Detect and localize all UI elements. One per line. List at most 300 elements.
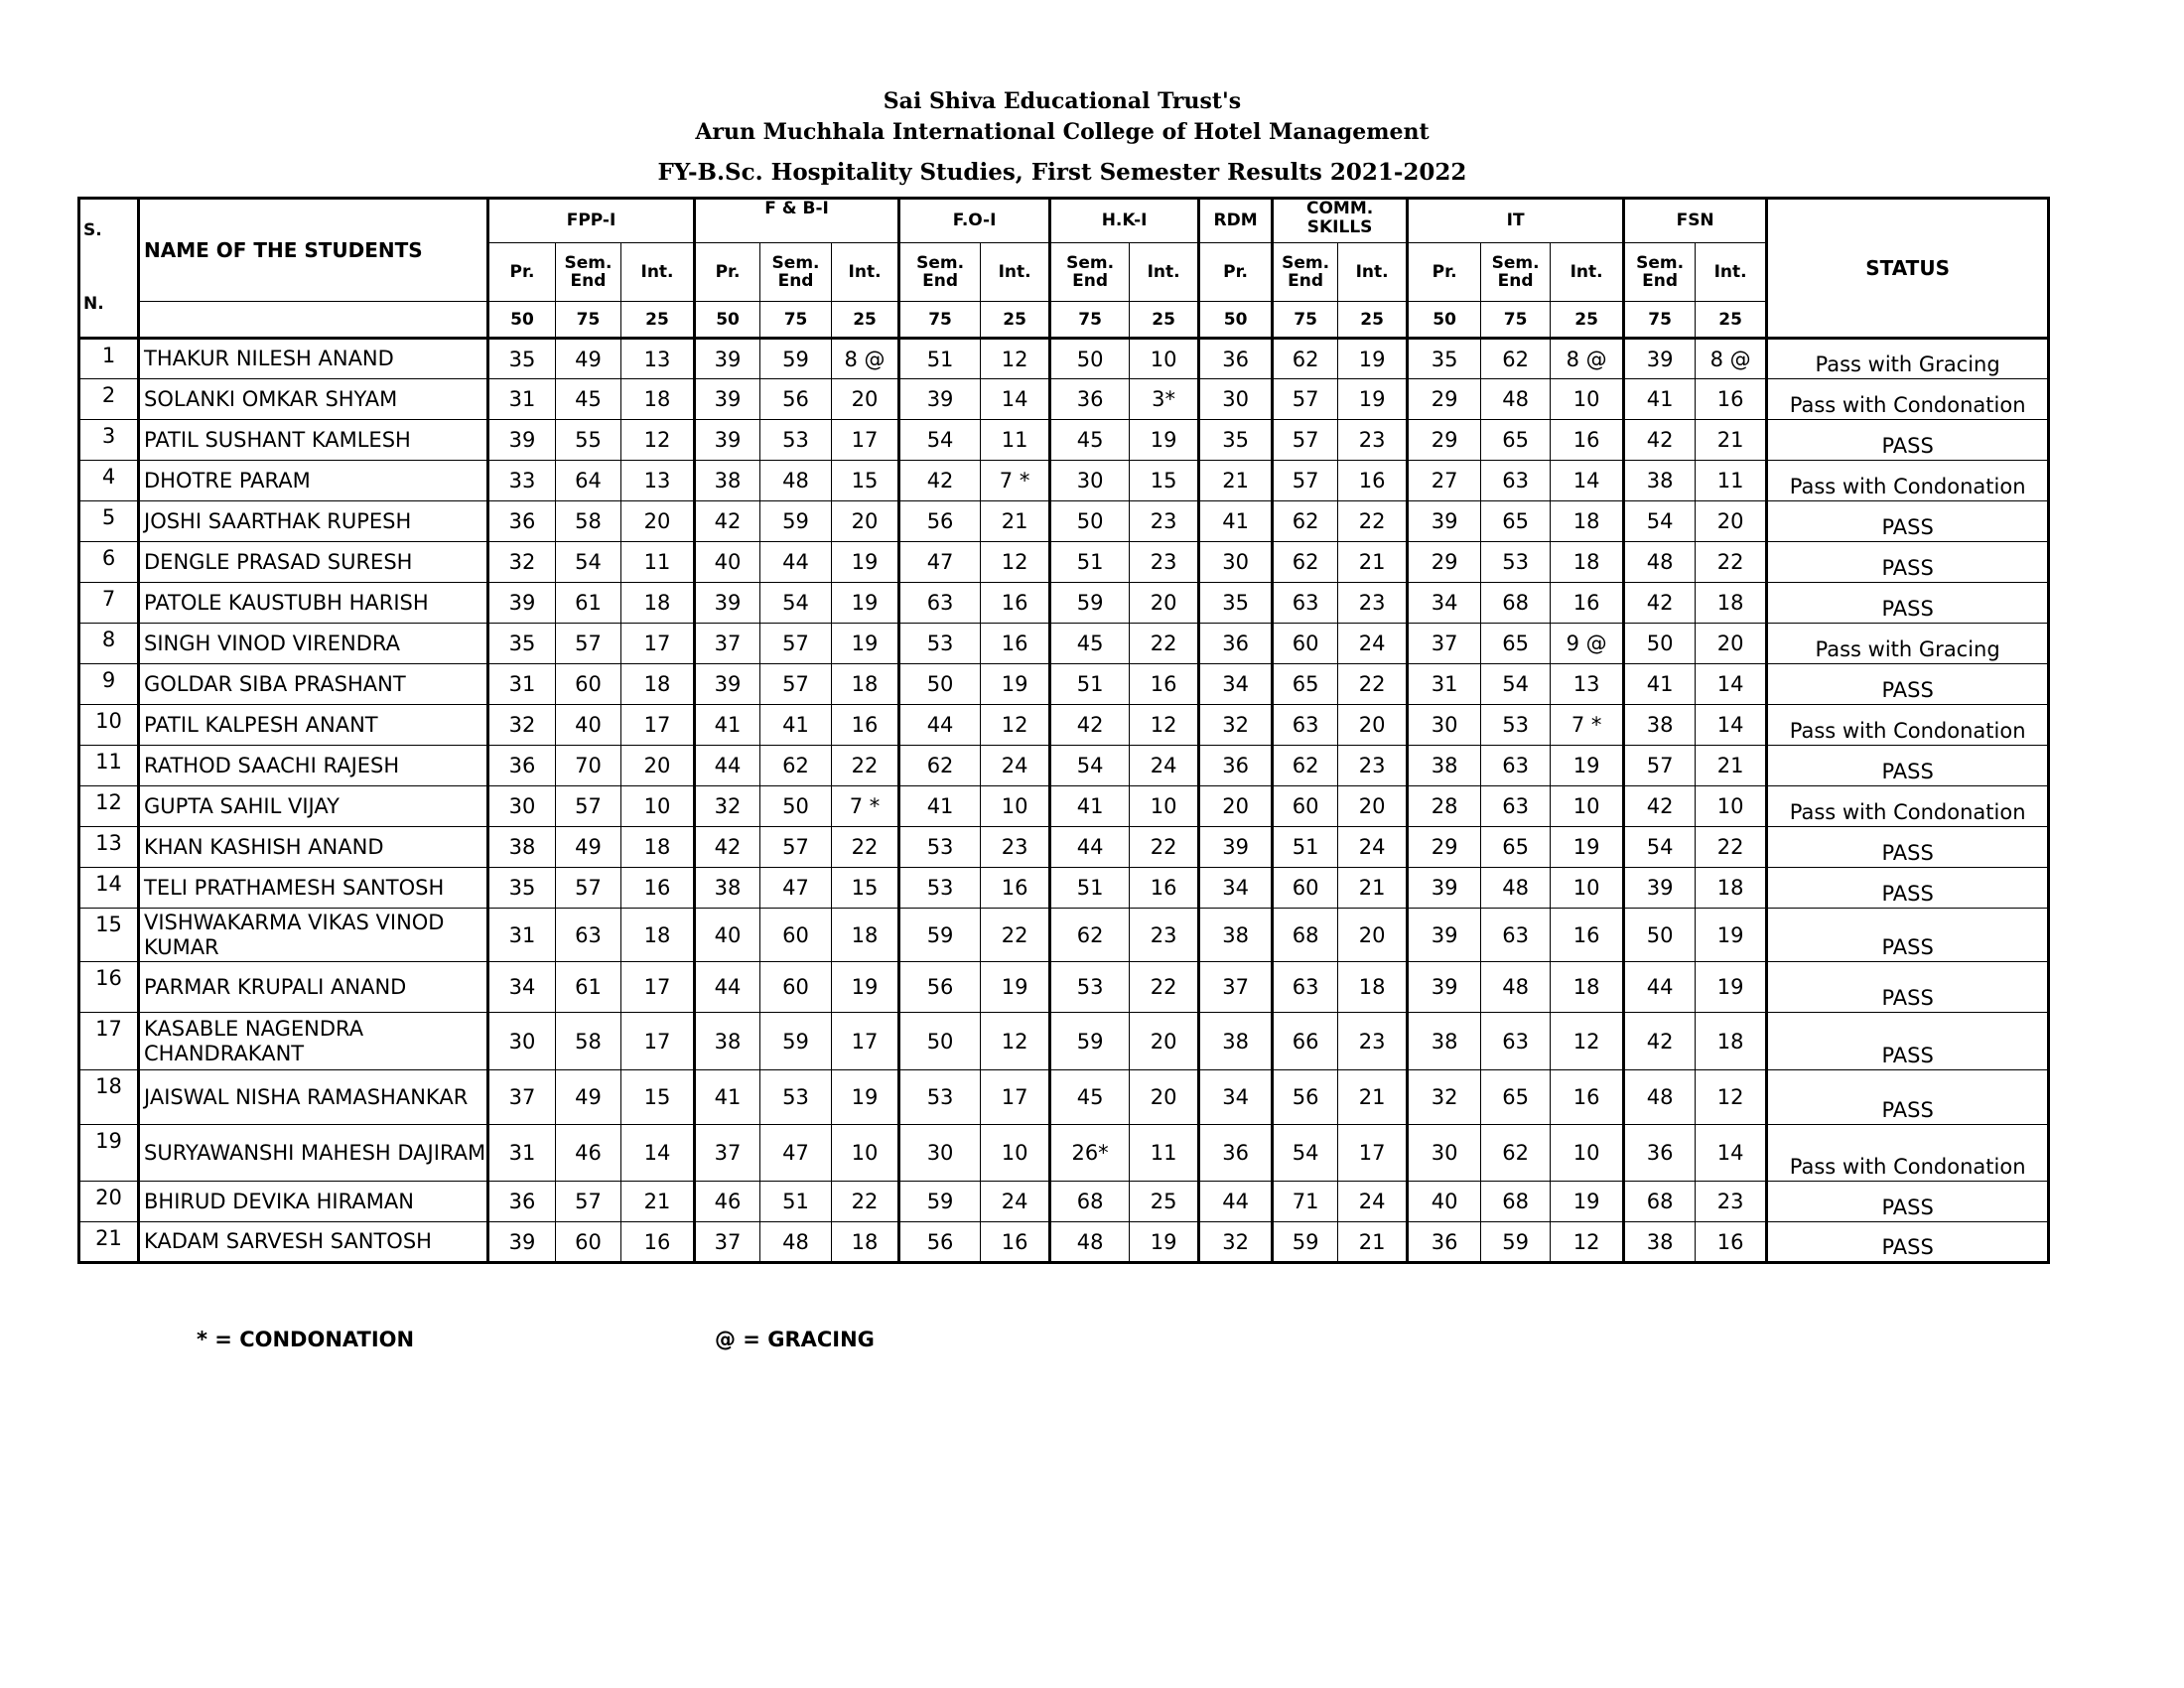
mark-cell: 31	[488, 1125, 556, 1182]
sub-column-header: Int.	[832, 242, 899, 301]
mark-cell: 36	[488, 1182, 556, 1222]
serial-number: 3	[79, 420, 139, 461]
max-marks-cell: 25	[621, 302, 695, 339]
mark-cell: 57	[760, 664, 832, 705]
mark-cell: 39	[488, 583, 556, 624]
mark-cell: 42	[695, 827, 760, 868]
mark-cell: 33	[488, 461, 556, 501]
mark-cell: 70	[556, 746, 621, 786]
mark-cell: 18	[1338, 962, 1408, 1013]
mark-cell: 42	[695, 501, 760, 542]
mark-cell: 23	[1338, 746, 1408, 786]
mark-cell: 59	[899, 1182, 981, 1222]
mark-cell: 10	[1130, 339, 1199, 379]
mark-cell: 12	[1130, 705, 1199, 746]
mark-cell: 16	[981, 868, 1050, 909]
mark-cell: 31	[1408, 664, 1481, 705]
mark-cell: 19	[1130, 420, 1199, 461]
mark-cell: 19	[1551, 746, 1624, 786]
mark-cell: 23	[1338, 1013, 1408, 1070]
student-name: KADAM SARVESH SANTOSH	[139, 1222, 488, 1263]
mark-cell: 60	[760, 909, 832, 962]
serial-number: 6	[79, 542, 139, 583]
sub-column-header: Int.	[1696, 242, 1767, 301]
mark-cell: 71	[1273, 1182, 1338, 1222]
mark-cell: 25	[1130, 1182, 1199, 1222]
sub-column-header: Pr.	[695, 242, 760, 301]
status-cell: PASS	[1767, 1182, 2049, 1222]
max-marks-cell: 50	[695, 302, 760, 339]
mark-cell: 24	[1338, 827, 1408, 868]
mark-cell: 22	[1696, 827, 1767, 868]
serial-number: 18	[79, 1070, 139, 1125]
max-marks-cell: 50	[1199, 302, 1273, 339]
sub-column-header: Sem. End	[556, 242, 621, 301]
mark-cell: 22	[981, 909, 1050, 962]
mark-cell: 40	[556, 705, 621, 746]
mark-cell: 9 @	[1551, 624, 1624, 664]
mark-cell: 16	[621, 1222, 695, 1263]
mark-cell: 21	[621, 1182, 695, 1222]
mark-cell: 41	[1199, 501, 1273, 542]
mark-cell: 51	[1050, 664, 1130, 705]
table-row	[79, 962, 2049, 1013]
status-cell: PASS	[1767, 1222, 2049, 1263]
mark-cell: 18	[621, 664, 695, 705]
status-cell: PASS	[1767, 827, 2049, 868]
max-marks-cell: 75	[899, 302, 981, 339]
mark-cell: 62	[1273, 746, 1338, 786]
mark-cell: 12	[1551, 1013, 1624, 1070]
mark-cell: 50	[899, 1013, 981, 1070]
mark-cell: 16	[981, 624, 1050, 664]
student-name: JOSHI SAARTHAK RUPESH	[139, 501, 488, 542]
mark-cell: 48	[1050, 1222, 1130, 1263]
mark-cell: 62	[1050, 909, 1130, 962]
mark-cell: 32	[695, 786, 760, 827]
serial-number: 14	[79, 868, 139, 909]
mark-cell: 39	[1624, 339, 1696, 379]
mark-cell: 11	[1130, 1125, 1199, 1182]
mark-cell: 39	[488, 420, 556, 461]
mark-cell: 12	[981, 339, 1050, 379]
mark-cell: 50	[1050, 501, 1130, 542]
mark-cell: 21	[1696, 420, 1767, 461]
table-row	[79, 746, 2049, 786]
mark-cell: 20	[832, 501, 899, 542]
mark-cell: 20	[621, 746, 695, 786]
sub-column-header: Int.	[981, 242, 1050, 301]
mark-cell: 60	[760, 962, 832, 1013]
mark-cell: 58	[556, 501, 621, 542]
mark-cell: 30	[488, 786, 556, 827]
mark-cell: 16	[981, 583, 1050, 624]
mark-cell: 38	[488, 827, 556, 868]
status-cell: PASS	[1767, 501, 2049, 542]
mark-cell: 46	[695, 1182, 760, 1222]
mark-cell: 35	[1199, 583, 1273, 624]
mark-cell: 10	[981, 1125, 1050, 1182]
mark-cell: 29	[1408, 542, 1481, 583]
table-row	[79, 542, 2049, 583]
mark-cell: 59	[1273, 1222, 1338, 1263]
results-title: FY-B.Sc. Hospitality Studies, First Semester Results 2021-2022	[657, 159, 1467, 186]
mark-cell: 44	[1624, 962, 1696, 1013]
mark-cell: 38	[1624, 705, 1696, 746]
mark-cell: 19	[981, 664, 1050, 705]
mark-cell: 59	[760, 339, 832, 379]
mark-cell: 58	[556, 1013, 621, 1070]
mark-cell: 19	[981, 962, 1050, 1013]
mark-cell: 24	[981, 746, 1050, 786]
mark-cell: 49	[556, 1070, 621, 1125]
mark-cell: 30	[488, 1013, 556, 1070]
student-name: PATOLE KAUSTUBH HARISH	[139, 583, 488, 624]
mark-cell: 13	[621, 339, 695, 379]
mark-cell: 50	[1624, 624, 1696, 664]
mark-cell: 23	[1130, 542, 1199, 583]
mark-cell: 59	[760, 501, 832, 542]
mark-cell: 37	[1199, 962, 1273, 1013]
mark-cell: 16	[1130, 664, 1199, 705]
subject-group-header: F.O-I	[899, 199, 1050, 243]
mark-cell: 63	[1273, 583, 1338, 624]
mark-cell: 40	[695, 909, 760, 962]
mark-cell: 51	[899, 339, 981, 379]
status-cell: PASS	[1767, 542, 2049, 583]
mark-cell: 21	[1338, 1070, 1408, 1125]
mark-cell: 36	[1199, 1125, 1273, 1182]
mark-cell: 29	[1408, 379, 1481, 420]
mark-cell: 20	[1696, 624, 1767, 664]
mark-cell: 22	[832, 1182, 899, 1222]
mark-cell: 20	[1130, 1013, 1199, 1070]
mark-cell: 20	[621, 501, 695, 542]
mark-cell: 42	[1624, 786, 1696, 827]
mark-cell: 24	[1130, 746, 1199, 786]
mark-cell: 10	[1551, 1125, 1624, 1182]
table-row	[79, 420, 2049, 461]
status-header: STATUS	[1767, 199, 2049, 339]
mark-cell: 59	[760, 1013, 832, 1070]
mark-cell: 3*	[1130, 379, 1199, 420]
mark-cell: 16	[621, 868, 695, 909]
mark-cell: 63	[1481, 1013, 1551, 1070]
mark-cell: 53	[1050, 962, 1130, 1013]
mark-cell: 12	[981, 1013, 1050, 1070]
mark-cell: 65	[1481, 624, 1551, 664]
mark-cell: 54	[1273, 1125, 1338, 1182]
mark-cell: 54	[899, 420, 981, 461]
mark-cell: 18	[621, 909, 695, 962]
legend-condonation: * = CONDONATION	[197, 1328, 415, 1351]
sub-column-header: Int.	[1338, 242, 1408, 301]
mark-cell: 51	[1050, 868, 1130, 909]
mark-cell: 64	[556, 461, 621, 501]
mark-cell: 20	[832, 379, 899, 420]
status-cell: PASS	[1767, 420, 2049, 461]
max-marks-cell: 75	[760, 302, 832, 339]
mark-cell: 61	[556, 583, 621, 624]
mark-cell: 39	[695, 379, 760, 420]
mark-cell: 44	[695, 746, 760, 786]
mark-cell: 63	[1481, 909, 1551, 962]
mark-cell: 50	[899, 664, 981, 705]
mark-cell: 12	[1551, 1222, 1624, 1263]
mark-cell: 57	[760, 827, 832, 868]
mark-cell: 62	[1481, 1125, 1551, 1182]
student-name: GOLDAR SIBA PRASHANT	[139, 664, 488, 705]
mark-cell: 21	[1338, 868, 1408, 909]
mark-cell: 16	[832, 705, 899, 746]
mark-cell: 26*	[1050, 1125, 1130, 1182]
mark-cell: 39	[1408, 962, 1481, 1013]
max-marks-cell: 50	[488, 302, 556, 339]
mark-cell: 15	[832, 461, 899, 501]
mark-cell: 30	[1199, 542, 1273, 583]
mark-cell: 23	[1338, 420, 1408, 461]
mark-cell: 56	[1273, 1070, 1338, 1125]
mark-cell: 7 *	[1551, 705, 1624, 746]
mark-cell: 17	[621, 624, 695, 664]
mark-cell: 42	[1050, 705, 1130, 746]
mark-cell: 51	[1050, 542, 1130, 583]
mark-cell: 39	[1408, 909, 1481, 962]
college-name: Arun Muchhala International College of Hotel Management	[695, 119, 1430, 145]
max-marks-cell: 25	[981, 302, 1050, 339]
student-name: JAISWAL NISHA RAMASHANKAR	[139, 1070, 488, 1125]
mark-cell: 23	[1130, 501, 1199, 542]
mark-cell: 54	[1624, 827, 1696, 868]
serial-number: 2	[79, 379, 139, 420]
student-name: PATIL SUSHANT KAMLESH	[139, 420, 488, 461]
mark-cell: 41	[1050, 786, 1130, 827]
status-cell: Pass with Condonation	[1767, 786, 2049, 827]
mark-cell: 51	[760, 1182, 832, 1222]
mark-cell: 37	[695, 1222, 760, 1263]
serial-number: 8	[79, 624, 139, 664]
mark-cell: 16	[1696, 1222, 1767, 1263]
status-cell: Pass with Gracing	[1767, 624, 2049, 664]
mark-cell: 19	[1551, 1182, 1624, 1222]
student-name: DHOTRE PARAM	[139, 461, 488, 501]
mark-cell: 19	[1551, 827, 1624, 868]
mark-cell: 22	[1130, 827, 1199, 868]
mark-cell: 42	[1624, 1013, 1696, 1070]
mark-cell: 45	[556, 379, 621, 420]
mark-cell: 16	[1696, 379, 1767, 420]
status-cell: PASS	[1767, 583, 2049, 624]
mark-cell: 54	[1624, 501, 1696, 542]
table-row	[79, 1013, 2049, 1070]
mark-cell: 10	[1551, 868, 1624, 909]
mark-cell: 31	[488, 909, 556, 962]
mark-cell: 39	[695, 339, 760, 379]
mark-cell: 65	[1481, 1070, 1551, 1125]
mark-cell: 16	[1551, 583, 1624, 624]
mark-cell: 22	[1338, 501, 1408, 542]
mark-cell: 14	[981, 379, 1050, 420]
mark-cell: 53	[899, 1070, 981, 1125]
subject-group-header: FSN	[1624, 199, 1767, 243]
mark-cell: 17	[832, 420, 899, 461]
mark-cell: 39	[695, 420, 760, 461]
mark-cell: 68	[1624, 1182, 1696, 1222]
max-marks-cell: 50	[1408, 302, 1481, 339]
mark-cell: 14	[1696, 1125, 1767, 1182]
max-marks-cell: 25	[1551, 302, 1624, 339]
mark-cell: 50	[760, 786, 832, 827]
mark-cell: 42	[1624, 583, 1696, 624]
mark-cell: 19	[832, 624, 899, 664]
mark-cell: 56	[899, 1222, 981, 1263]
mark-cell: 32	[1408, 1070, 1481, 1125]
mark-cell: 57	[556, 624, 621, 664]
mark-cell: 34	[488, 962, 556, 1013]
mark-cell: 30	[1408, 705, 1481, 746]
mark-cell: 7 *	[981, 461, 1050, 501]
mark-cell: 68	[1481, 1182, 1551, 1222]
mark-cell: 53	[760, 1070, 832, 1125]
mark-cell: 57	[556, 786, 621, 827]
mark-cell: 60	[1273, 868, 1338, 909]
mark-cell: 18	[1696, 868, 1767, 909]
mark-cell: 54	[556, 542, 621, 583]
sub-column-header: Sem. End	[760, 242, 832, 301]
mark-cell: 36	[488, 746, 556, 786]
mark-cell: 35	[1199, 420, 1273, 461]
mark-cell: 16	[1130, 868, 1199, 909]
mark-cell: 15	[832, 868, 899, 909]
mark-cell: 23	[1130, 909, 1199, 962]
mark-cell: 22	[1338, 664, 1408, 705]
table-row	[79, 909, 2049, 962]
mark-cell: 23	[1696, 1182, 1767, 1222]
serial-number: 17	[79, 1013, 139, 1070]
mark-cell: 35	[488, 339, 556, 379]
mark-cell: 14	[1551, 461, 1624, 501]
mark-cell: 57	[1273, 461, 1338, 501]
mark-cell: 22	[1696, 542, 1767, 583]
mark-cell: 45	[1050, 624, 1130, 664]
student-name: SINGH VINOD VIRENDRA	[139, 624, 488, 664]
status-cell: Pass with Condonation	[1767, 705, 2049, 746]
mark-cell: 63	[899, 583, 981, 624]
mark-cell: 49	[556, 339, 621, 379]
subject-group-header: COMM. SKILLS	[1273, 199, 1408, 243]
mark-cell: 18	[621, 583, 695, 624]
mark-cell: 46	[556, 1125, 621, 1182]
table-row	[79, 1182, 2049, 1222]
mark-cell: 68	[1273, 909, 1338, 962]
mark-cell: 56	[899, 501, 981, 542]
sn-header-top: S.	[83, 220, 102, 240]
subject-group-header: FPP-I	[488, 199, 695, 243]
max-marks-cell: 25	[1338, 302, 1408, 339]
mark-cell: 19	[832, 542, 899, 583]
table-row	[79, 1222, 2049, 1263]
mark-cell: 39	[695, 664, 760, 705]
student-name: SOLANKI OMKAR SHYAM	[139, 379, 488, 420]
mark-cell: 39	[695, 583, 760, 624]
sub-column-header: Pr.	[1199, 242, 1273, 301]
mark-cell: 53	[1481, 542, 1551, 583]
mark-cell: 30	[1050, 461, 1130, 501]
status-cell: PASS	[1767, 1013, 2049, 1070]
mark-cell: 11	[621, 542, 695, 583]
mark-cell: 41	[695, 705, 760, 746]
mark-cell: 56	[899, 962, 981, 1013]
sub-column-header: Sem. End	[1481, 242, 1551, 301]
mark-cell: 15	[1130, 461, 1199, 501]
student-name: BHIRUD DEVIKA HIRAMAN	[139, 1182, 488, 1222]
subject-group-header: H.K-I	[1050, 199, 1199, 243]
mark-cell: 18	[832, 1222, 899, 1263]
mark-cell: 38	[1199, 909, 1273, 962]
mark-cell: 39	[1408, 501, 1481, 542]
table-row	[79, 1070, 2049, 1125]
mark-cell: 65	[1481, 501, 1551, 542]
mark-cell: 24	[981, 1182, 1050, 1222]
mark-cell: 38	[1624, 461, 1696, 501]
serial-number: 5	[79, 501, 139, 542]
student-name: RATHOD SAACHI RAJESH	[139, 746, 488, 786]
sn-header-bottom: N.	[83, 294, 104, 314]
max-marks-cell: 75	[556, 302, 621, 339]
mark-cell: 18	[1551, 501, 1624, 542]
mark-cell: 38	[1199, 1013, 1273, 1070]
mark-cell: 57	[1273, 379, 1338, 420]
student-name: VISHWAKARMA VIKAS VINOD KUMAR	[139, 909, 488, 962]
mark-cell: 22	[832, 746, 899, 786]
mark-cell: 54	[760, 583, 832, 624]
mark-cell: 18	[1551, 542, 1624, 583]
table-row	[79, 664, 2049, 705]
mark-cell: 20	[1338, 909, 1408, 962]
legend-gracing: @ = GRACING	[715, 1328, 875, 1351]
mark-cell: 39	[488, 1222, 556, 1263]
serial-number: 21	[79, 1222, 139, 1263]
mark-cell: 19	[832, 1070, 899, 1125]
mark-cell: 60	[556, 664, 621, 705]
mark-cell: 20	[1338, 705, 1408, 746]
mark-cell: 54	[1050, 746, 1130, 786]
mark-cell: 30	[1408, 1125, 1481, 1182]
mark-cell: 17	[1338, 1125, 1408, 1182]
mark-cell: 39	[1408, 868, 1481, 909]
serial-number: 9	[79, 664, 139, 705]
mark-cell: 44	[1199, 1182, 1273, 1222]
mark-cell: 59	[1050, 583, 1130, 624]
mark-cell: 12	[621, 420, 695, 461]
serial-number: 4	[79, 461, 139, 501]
mark-cell: 29	[1408, 827, 1481, 868]
table-row	[79, 501, 2049, 542]
mark-cell: 44	[1050, 827, 1130, 868]
mark-cell: 20	[1130, 583, 1199, 624]
table-row	[79, 379, 2049, 420]
mark-cell: 21	[1338, 542, 1408, 583]
mark-cell: 13	[621, 461, 695, 501]
mark-cell: 48	[1481, 868, 1551, 909]
status-cell: PASS	[1767, 1070, 2049, 1125]
mark-cell: 10	[1551, 786, 1624, 827]
mark-cell: 32	[1199, 1222, 1273, 1263]
mark-cell: 36	[1199, 339, 1273, 379]
mark-cell: 62	[1273, 542, 1338, 583]
mark-cell: 62	[760, 746, 832, 786]
serial-number: 10	[79, 705, 139, 746]
